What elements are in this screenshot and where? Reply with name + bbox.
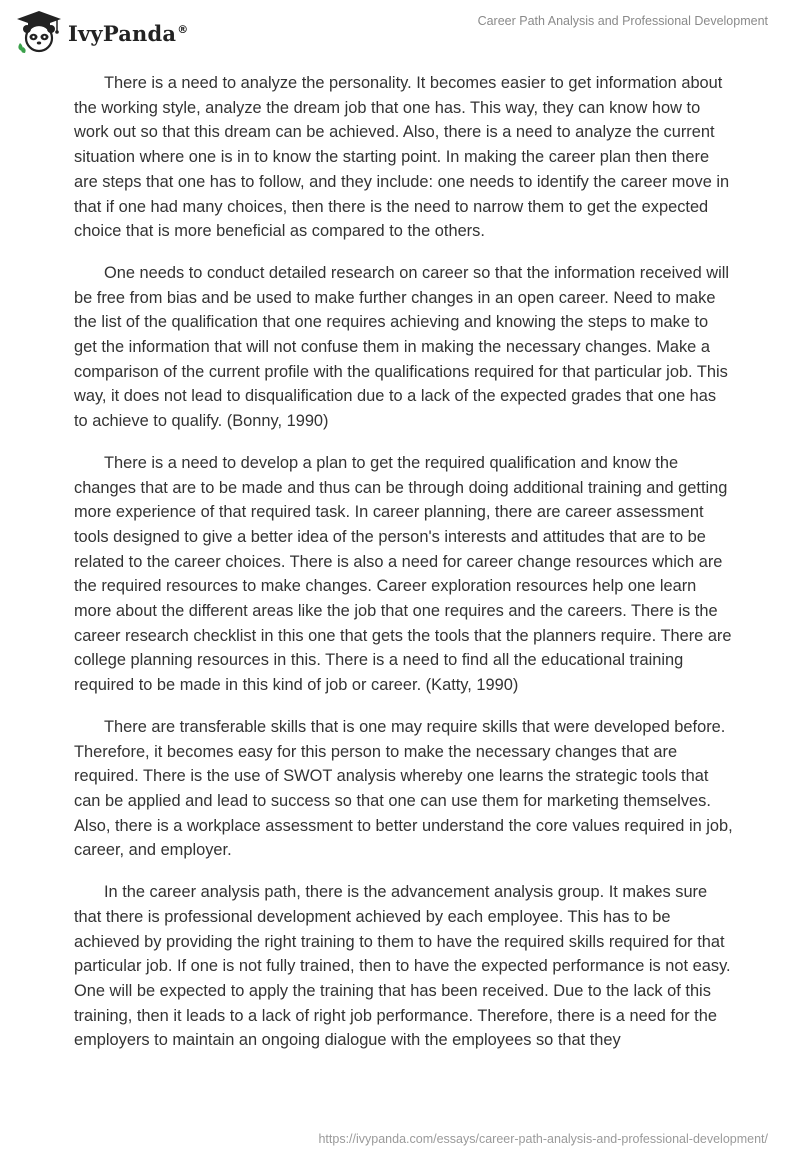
paragraph-5: In the career analysis path, there is the advancement analysis group. It makes sure that there is professional development achieved by each employee. This has to be achieved by providing the right training to them to have the required skills required for that particular job. If one is not fully trained, then to have the expected performance is not easy. One will be expected to apply the training that has been received. Due to the lack of this training, then it leads to a lack of right job performance. Therefore, there is a need for the employers to maintain an ongoing dialogue with the employees so that they (74, 883, 731, 1050)
panda-graduation-cap-icon (14, 9, 64, 53)
brand-name: IvyPanda® (68, 20, 189, 46)
source-url[interactable]: https://ivypanda.com/essays/career-path-analysis-and-professional-development/ (318, 1132, 768, 1146)
essay-body (74, 71, 734, 1070)
paragraph-1: There is a need to analyze the personality. It becomes easier to get information about the working style, analyze the dream job that one has. This way, they can know how to work out so that this dream can be achieved. Also, there is a need to analyze the current situation where one is in to know the starting point. In making the career plan then there are steps that one has to follow, and they include: one needs to identify the career move in that if one had many choices, then there is the need to narrow them to get the expected choice that is more beneficial as compared to the others. (74, 74, 730, 241)
registered-mark: ® (177, 22, 189, 36)
paragraph-2: One needs to conduct detailed research on career so that the information received will be free from bias and be used to make further changes in an open career. Need to make the list of the qualification that one requires achieving and knowing the steps to make to get the information that will not confuse them in making the necessary changes. Make a comparison of the current profile with the qualifications required for that particular job. This way, it does not lead to disqualification due to a lack of the expected grades that one has to achieve to qualify. (Bonny, 1990) (74, 263, 730, 431)
paragraph-3: There is a need to develop a plan to get the required qualification and know the changes that are to be made and thus can be through doing additional training and getting more experience of that required task. In career planning, there are career assessment tools designed to give a better idea of the person's interests and attitudes that are to be related to the career choices. There is also a need for career change resources which are the required resources to make changes. Career exploration resources help one learn more about the different areas like the job that one requires and the careers. There is the career research checklist in this one that gets the tools that the planners require. There are college planning resources in this. There is a need to find all the educational training required to be made in this kind of job or career. (Katty, 1990) (74, 453, 732, 695)
page-header (0, 0, 800, 60)
paragraph-4: There are transferable skills that is one may require skills that were developed before. Therefore, it becomes easy for this person to make the necessary changes that are required. There is the use of SWOT analysis whereby one learns the strategic tools that can be applied and lead to success so that one can use them for marketing themselves. Also, there is a workplace assessment to better understand the core values required in job, career, and employer. (74, 717, 733, 860)
document-title: Career Path Analysis and Professional Development (477, 14, 768, 28)
ivypanda-logo[interactable] (14, 9, 188, 53)
